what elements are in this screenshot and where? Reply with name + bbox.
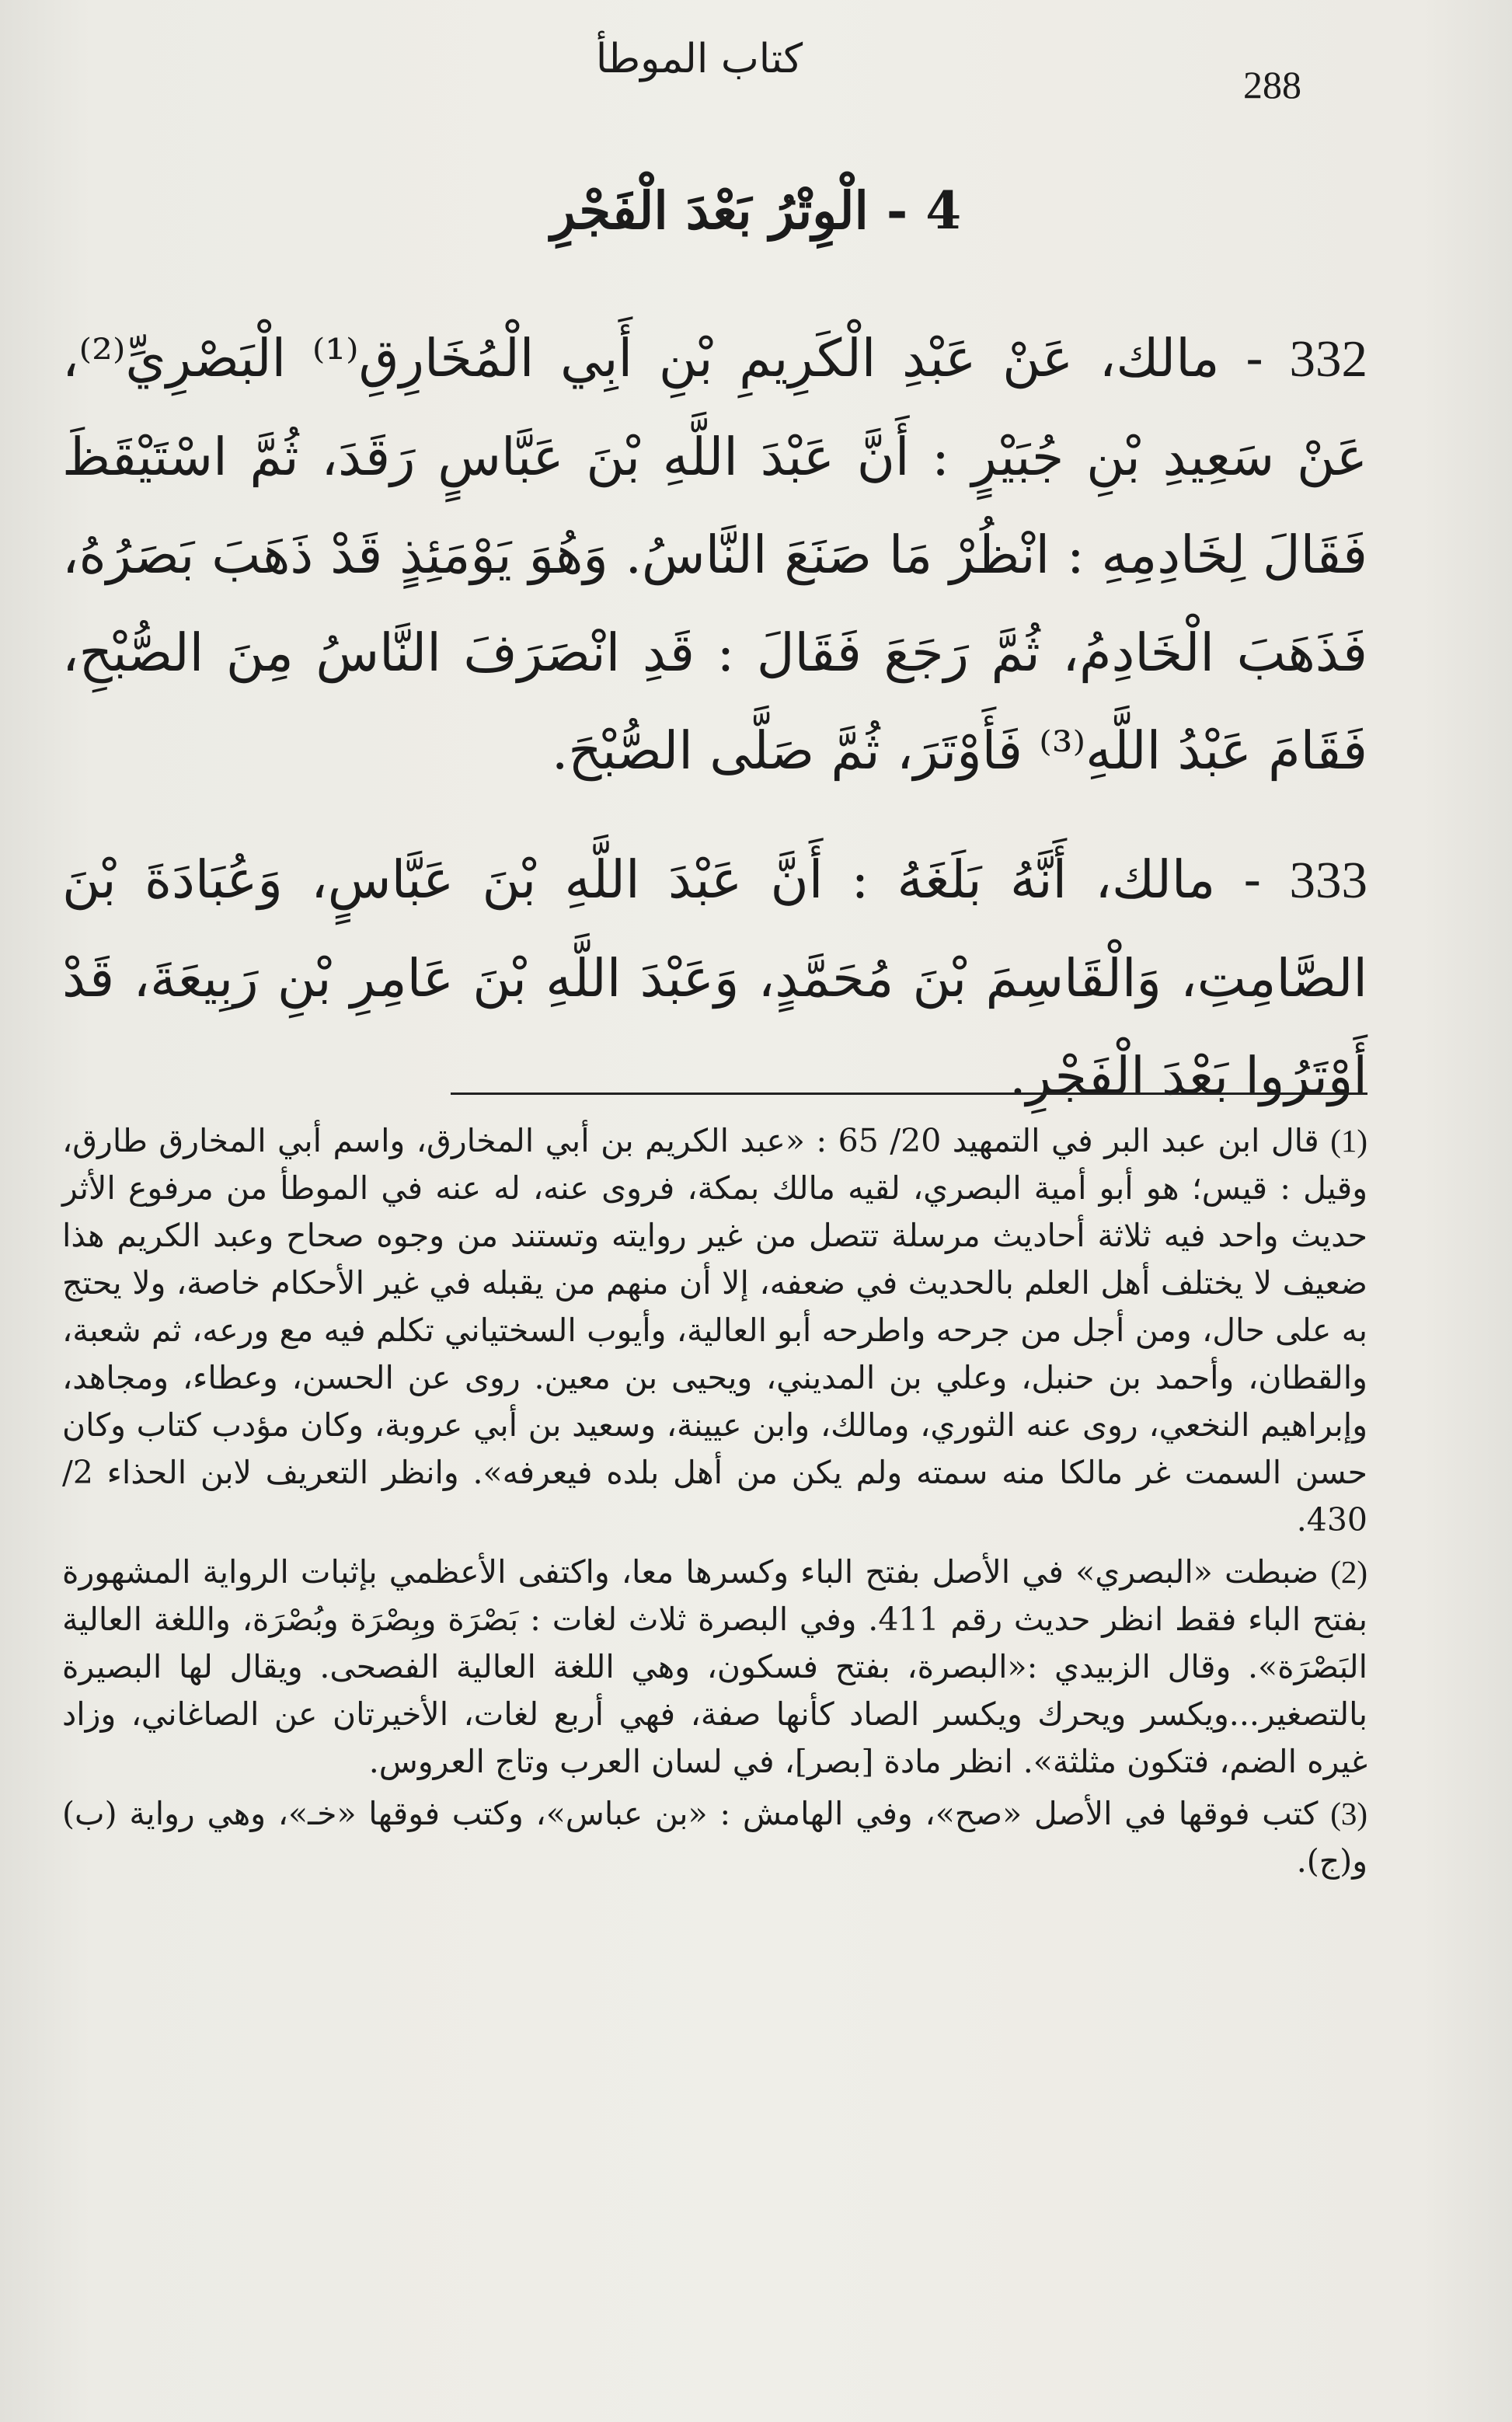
hadith-text: - مالك، عَنْ عَبْدِ الْكَرِيمِ بْنِ أَبِي الْمُخَارِقِ⁽¹⁾ الْبَصْرِيِّ⁽²⁾، عَنْ سَعِيدِ بْنِ جُبَيْرٍ : أَنَّ عَبْدَ اللَّهِ بْنَ عَبَّاسٍ رَقَدَ، ثُمَّ اسْتَيْقَظَ فَقَالَ لِخَادِمِهِ : انْظُرْ مَا صَنَعَ النَّاسُ. وَهُوَ يَوْمَئِذٍ قَدْ ذَهَبَ بَصَرُهُ، فَذَهَبَ الْخَادِمُ، ثُمَّ رَجَعَ فَقَالَ : قَدِ انْصَرَفَ النَّاسُ مِنَ الصُّبْحِ، فَقَامَ عَبْدُ اللَّهِ⁽³⁾ فَأَوْتَرَ، ثُمَّ صَلَّى الصُّبْحَ. — [62, 328, 1367, 781]
footnote-3 — [62, 1790, 1367, 1885]
footnote-divider — [451, 1093, 1367, 1095]
hadith-number: 333 — [1289, 852, 1367, 909]
hadith-332 — [62, 309, 1367, 800]
hadith-text: - مالك، أَنَّهُ بَلَغَهُ : أَنَّ عَبْدَ اللَّهِ بْنَ عَبَّاسٍ، وَعُبَادَةَ بْنَ الصَّامِتِ، وَالْقَاسِمَ بْنَ مُحَمَّدٍ، وَعَبْدَ اللَّهِ بْنَ عَامِرِ بْنِ رَبِيعَةَ، قَدْ أَوْتَرُوا بَعْدَ الْفَجْرِ. — [62, 849, 1367, 1106]
chapter-title: 4 - الْوِتْرُ بَعْدَ الْفَجْرِ — [550, 180, 962, 241]
main-text — [62, 309, 1367, 1156]
book-title: كتاب الموطأ — [595, 36, 803, 82]
footnote-number: (1) — [1330, 1123, 1367, 1159]
page-header — [0, 22, 1512, 123]
page-number: 288 — [1243, 63, 1301, 106]
footnote-text: كتب فوقها في الأصل «صح»، وفي الهامش : «بن عباس»، وكتب فوقها «خـ»، وهي رواية (ب) و(ج). — [62, 1795, 1367, 1880]
footnote-number: (2) — [1330, 1554, 1367, 1590]
footnote-text: قال ابن عبد البر في التمهيد 20/ 65 : «عبد الكريم بن أبي المخارق، واسم أبي المخارق طارق، وقيل : قيس؛ هو أبو أمية البصري، لقيه مالك بمكة، فروى عنه، له عنه في الموطأ من مرفوع الأثر حديث واحد فيه ثلاثة أحاديث مرسلة تتصل من غير روايته وتستند من وجوه صحاح وعبد الكريم هذا ضعيف لا يختلف أهل العلم بالحديث في ضعفه، إلا أن منهم من يقبله في غير الأحكام خاصة، ولا يحتج به على حال، ومن أجل من جرحه واطرحه أبو العالية، وأيوب السختياني تكلم فيه مع ورعه، ثم شعبة، والقطان، وأحمد بن حنبل، وعلي بن المديني، ويحيى بن معين. روى عن الحسن، وعطاء، ومجاهد، وإبراهيم النخعي، روى عنه الثوري، ومالك، وابن عيينة، وسعيد بن أبي عروبة، وكان مؤدب كتاب وكان حسن السمت غر مالكا منه سمته ولم يكن من أهل بلده فيعرفه». وانظر التعريف لابن الحذاء 2/ 430. — [62, 1122, 1367, 1539]
footnote-text: ضبطت «البصري» في الأصل بفتح الباء وكسرها معا، واكتفى الأعظمي بإثبات الرواية المشهورة بفتح الباء فقط انظر حديث رقم 411. وفي البصرة ثلاث لغات : بَصْرَة وبِصْرَة وبُصْرَة، واللغة العالية البَصْرَة». وقال الزبيدي :«البصرة، بفتح فسكون، وهي اللغة العالية الفصحى. ويقال لها البصيرة بالتصغير...ويكسر ويحرك ويكسر الصاد كأنها صفة، فهي أربع لغات، الأخيرتان عن الصاغاني، وزاد غيره الضم، فتكون مثلثة». انظر مادة [بصر]، في لسان العرب وتاج العروس. — [62, 1553, 1367, 1780]
hadith-333 — [62, 831, 1367, 1125]
footnotes — [62, 1117, 1367, 1890]
hadith-number: 332 — [1289, 330, 1367, 388]
footnote-2 — [62, 1549, 1367, 1786]
footnote-1 — [62, 1117, 1367, 1544]
footnote-number: (3) — [1330, 1796, 1367, 1831]
